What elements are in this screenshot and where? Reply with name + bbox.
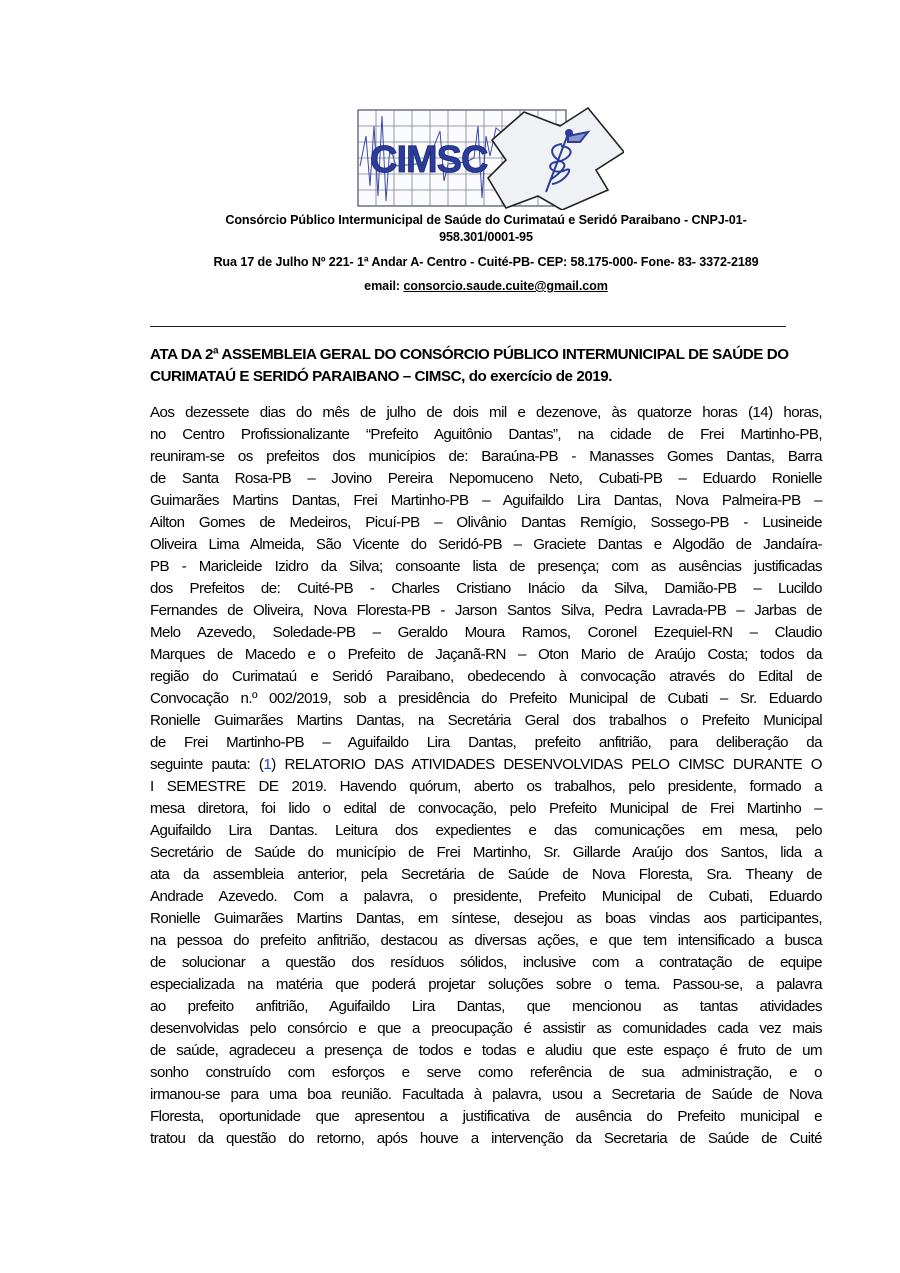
body-line: irmanou-se para uma boa reunião. Facultada à palavra, usou a Secretaria de Saúde de Nova [150, 1086, 822, 1103]
body-line: dos Prefeitos de: Cuité-PB - Charles Cristiano Inácio da Silva, Damião-PB – Lucildo [150, 580, 822, 597]
body-line: no Centro Profissionalizante “Prefeito Aguitônio Dantas”, na cidade de Frei Martinho-PB, [150, 426, 822, 443]
document-title [150, 344, 826, 388]
email-label: email: [364, 279, 404, 293]
email-link[interactable]: consorcio.saude.cuite@gmail.com [403, 279, 608, 293]
organization-line-1: Consórcio Público Intermunicipal de Saúde do Curimataú e Seridó Paraibano - CNPJ-01- [225, 213, 747, 227]
body-line: Guimarães Martins Dantas, Frei Martinho-PB – Aguifaildo Lira Dantas, Nova Palmeira-PB – [150, 492, 822, 509]
body-line: PB - Maricleide Izidro da Silva; consoante lista de presença; com as ausências justificadas [150, 558, 822, 575]
body-line: desenvolvidas pelo consórcio e que a preocupação é assistir as comunidades cada vez mais [150, 1020, 822, 1037]
header-divider [150, 326, 786, 327]
body-line: região do Curimataú e Seridó Paraibano, obedecendo à convocação através do Edital de [150, 668, 822, 685]
body-line: ao prefeito anfitrião, Aguifaildo Lira Dantas, que mencionou as tantas atividades [150, 998, 822, 1015]
document-body [150, 402, 822, 1150]
body-line: mesa diretora, foi lido o edital de convocação, pelo Prefeito Municipal de Frei Martinho – [150, 800, 822, 817]
body-line: ata da assembleia anterior, pela Secretária de Saúde de Nova Floresta, Sra. Theany de [150, 866, 822, 883]
body-line: I SEMESTRE DE 2019. Havendo quórum, aberto os trabalhos, pelo presidente, formado a [150, 778, 822, 795]
body-line: Ronielle Guimarães Martins Dantas, em síntese, desejou as boas vindas aos participantes, [150, 910, 822, 927]
body-line: sonho construído com esforços e serve como referência de sua administração, e o [150, 1064, 822, 1081]
title-line-1: ATA DA 2ª ASSEMBLEIA GERAL DO CONSÓRCIO PÚBLICO INTERMUNICIPAL DE SAÚDE DO [150, 346, 789, 363]
body-line: Aos dezessete dias do mês de julho de dois mil e dezenove, às quatorze horas (14) horas, [150, 404, 822, 421]
logo-text: CIMSC [370, 139, 488, 181]
body-line: Aguifaildo Lira Dantas. Leitura dos expedientes e das comunicações em mesa, pelo [150, 822, 822, 839]
body-line: Secretário de Saúde do município de Frei Martinho, Sr. Gillarde Araújo dos Santos, lida a [150, 844, 822, 861]
body-line: reuniram-se os prefeitos dos municípios de: Baraúna-PB - Manasses Gomes Dantas, Barra [150, 448, 822, 465]
organization-name [150, 212, 822, 246]
body-line: Fernandes de Oliveira, Nova Floresta-PB - Jarson Santos Silva, Pedra Lavrada-PB – Jarbas de [150, 602, 822, 619]
body-line: Melo Azevedo, Soledade-PB – Geraldo Moura Ramos, Coronel Ezequiel-RN – Claudio [150, 624, 822, 641]
title-line-2: CURIMATAÚ E SERIDÓ PARAIBANO – CIMSC, do exercício de 2019. [150, 368, 613, 385]
body-line: Convocação n.º 002/2019, sob a presidência do Prefeito Municipal de Cubati – Sr. Eduardo [150, 690, 822, 707]
body-line: de Santa Rosa-PB – Jovino Pereira Nepomuceno Neto, Cubati-PB – Eduardo Ronielle [150, 470, 822, 487]
organization-address: Rua 17 de Julho Nº 221- 1ª Andar A- Centro - Cuité-PB- CEP: 58.175-000- Fone- 83- 3372-2189 [213, 255, 759, 269]
agenda-prefix: seguinte pauta: ( [150, 756, 264, 773]
body-line: especializada na matéria que poderá projetar soluções sobre o tema. Passou-se, a palavra [150, 976, 822, 993]
agenda-item-title: ) RELATORIO DAS ATIVIDADES DESENVOLVIDAS PELO CIMSC DURANTE O [271, 756, 822, 773]
body-line: Andrade Azevedo. Com a palavra, o presidente, Prefeito Municipal de Cubati, Eduardo [150, 888, 822, 905]
agenda-line [150, 754, 822, 776]
body-line: de Frei Martinho-PB – Aguifaildo Lira Dantas, prefeito anfitrião, para deliberação da [150, 734, 822, 751]
body-line: Floresta, oportunidade que apresentou a justificativa de ausência do Prefeito municipal e [150, 1108, 822, 1125]
body-line: Ronielle Guimarães Martins Dantas, na Secretária Geral dos trabalhos o Prefeito Municipal [150, 712, 822, 729]
cimsc-logo [356, 106, 624, 210]
agenda-item-number: 1 [263, 756, 272, 773]
organization-cnpj: 958.301/0001-95 [439, 230, 533, 244]
body-line: tratou da questão do retorno, após houve a intervenção da Secretaria de Saúde de Cuité [150, 1130, 822, 1147]
body-line: de solucionar a questão dos resíduos sólidos, inclusive com a contratação de equipe [150, 954, 822, 971]
body-line: na pessoa do prefeito anfitrião, destacou as diversas ações, e que tem intensificado a busca [150, 932, 822, 949]
body-line: de saúde, agradeceu a presença de todos e todas e aludiu que este espaço é fruto de um [150, 1042, 822, 1059]
body-line: Ailton Gomes de Medeiros, Picuí-PB – Olivânio Dantas Remígio, Sossego-PB - Lusineide [150, 514, 822, 531]
body-line: Marques de Macedo e o Prefeito de Jaçanã-RN – Oton Mario de Araújo Costa; todos da [150, 646, 822, 663]
organization-email [150, 279, 822, 293]
body-line: Oliveira Lima Almeida, São Vicente do Seridó-PB – Graciete Dantas e Algodão de Jandaíra- [150, 536, 822, 553]
